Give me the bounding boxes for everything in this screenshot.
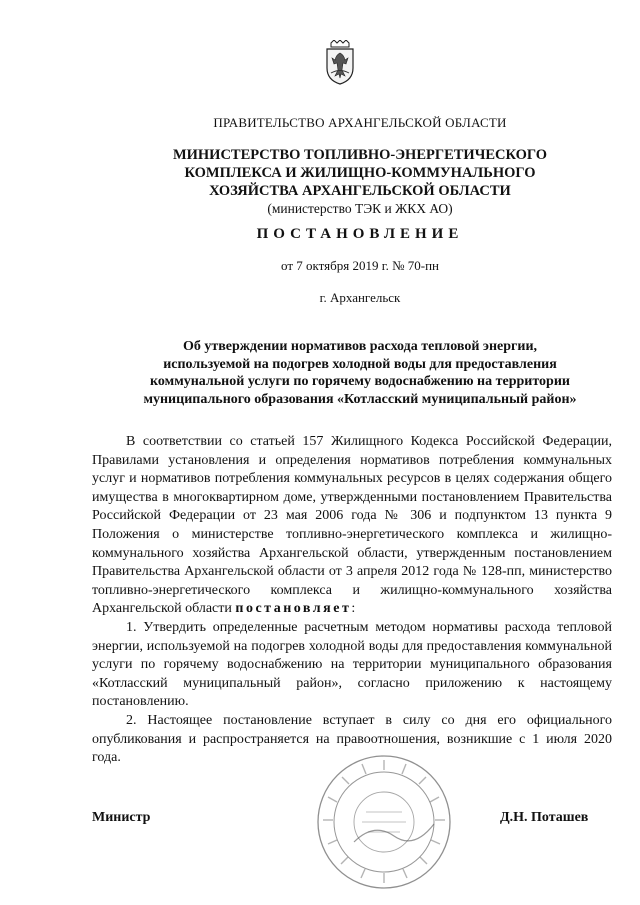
item-2-paragraph: 2. Настоящее постановление вступает в силу со дня его официального опубликования и распространяется на правоотношения, возникшие с 1 июля 2020 года. (92, 712, 612, 766)
subject-line: муниципального образования «Котласский муниципальный район» (143, 391, 577, 407)
signatory-position: Министр (92, 810, 151, 825)
ministry-short-name: (министерство ТЭК и ЖКХ АО) (267, 201, 453, 216)
item-1-paragraph: 1. Утвердить определенные расчетным методом нормативы расхода тепловой энергии, используемой на подогрев холодной воды для предоставления коммунальной услуги по горячему водоснабжению на территории муниципального образования «Котласский муниципальный район», согласно приложению к настоящему постановлению. (92, 619, 612, 710)
ministry-line: КОМПЛЕКСА И ЖИЛИЩНО-КОММУНАЛЬНОГО (184, 165, 536, 181)
subject-line: коммунальной услуги по горячему водоснабжению на территории (150, 374, 570, 389)
government-name: ПРАВИТЕЛЬСТВО АРХАНГЕЛЬСКОЙ ОБЛАСТИ (213, 115, 507, 130)
subject-line: Об утверждении нормативов расхода тепловой энергии, (182, 339, 538, 354)
coat-of-arms-emblem (325, 40, 355, 85)
ministry-name (80, 146, 640, 218)
signatory-name: Д.Н. Поташев (500, 810, 589, 825)
decrees-word: постановляет (235, 601, 352, 617)
preamble-end: : (351, 601, 356, 617)
ministry-line: МИНИСТЕРСТВО ТОПЛИВНО-ЭНЕРГЕТИЧЕСКОГО (172, 147, 548, 163)
preamble-paragraph (92, 433, 612, 619)
subject-line: используемой на подогрев холодной воды для предоставления (163, 356, 557, 372)
ministry-line: ХОЗЯЙСТВА АРХАНГЕЛЬСКОЙ ОБЛАСТИ (209, 183, 511, 199)
document-subject (80, 338, 640, 408)
document-body (92, 433, 612, 768)
official-seal-stamp (314, 752, 454, 892)
document-date-number: от 7 октября 2019 г. № 70-пн (281, 258, 439, 273)
preamble-text: В соответствии со статьей 157 Жилищного Кодекса Российской Федерации, Правилами установления и определения нормативов потребления коммунальных услуг и нормативов потребления коммунальных ресурсов в целях содержания общего имущества в многоквартирном доме, утвержденными постановлением Правительства Российской Федерации от 23 мая 2006 года № 306 и подпунктом 13 пункта 9 Положения о министерстве топливно-энергетического комплекса и жилищно-коммунального хозяйства Архангельской области, утвержденным постановлением Правительства Архангельской области от 3 апреля 2012 года № 128-пп, министерство топливно-энергетического комплекса и жилищно-коммунального хозяйства Архангельской области (92, 434, 612, 617)
document-city: г. Архангельск (319, 290, 401, 305)
document-type-title: ПОСТАНОВЛЕНИЕ (256, 226, 464, 242)
